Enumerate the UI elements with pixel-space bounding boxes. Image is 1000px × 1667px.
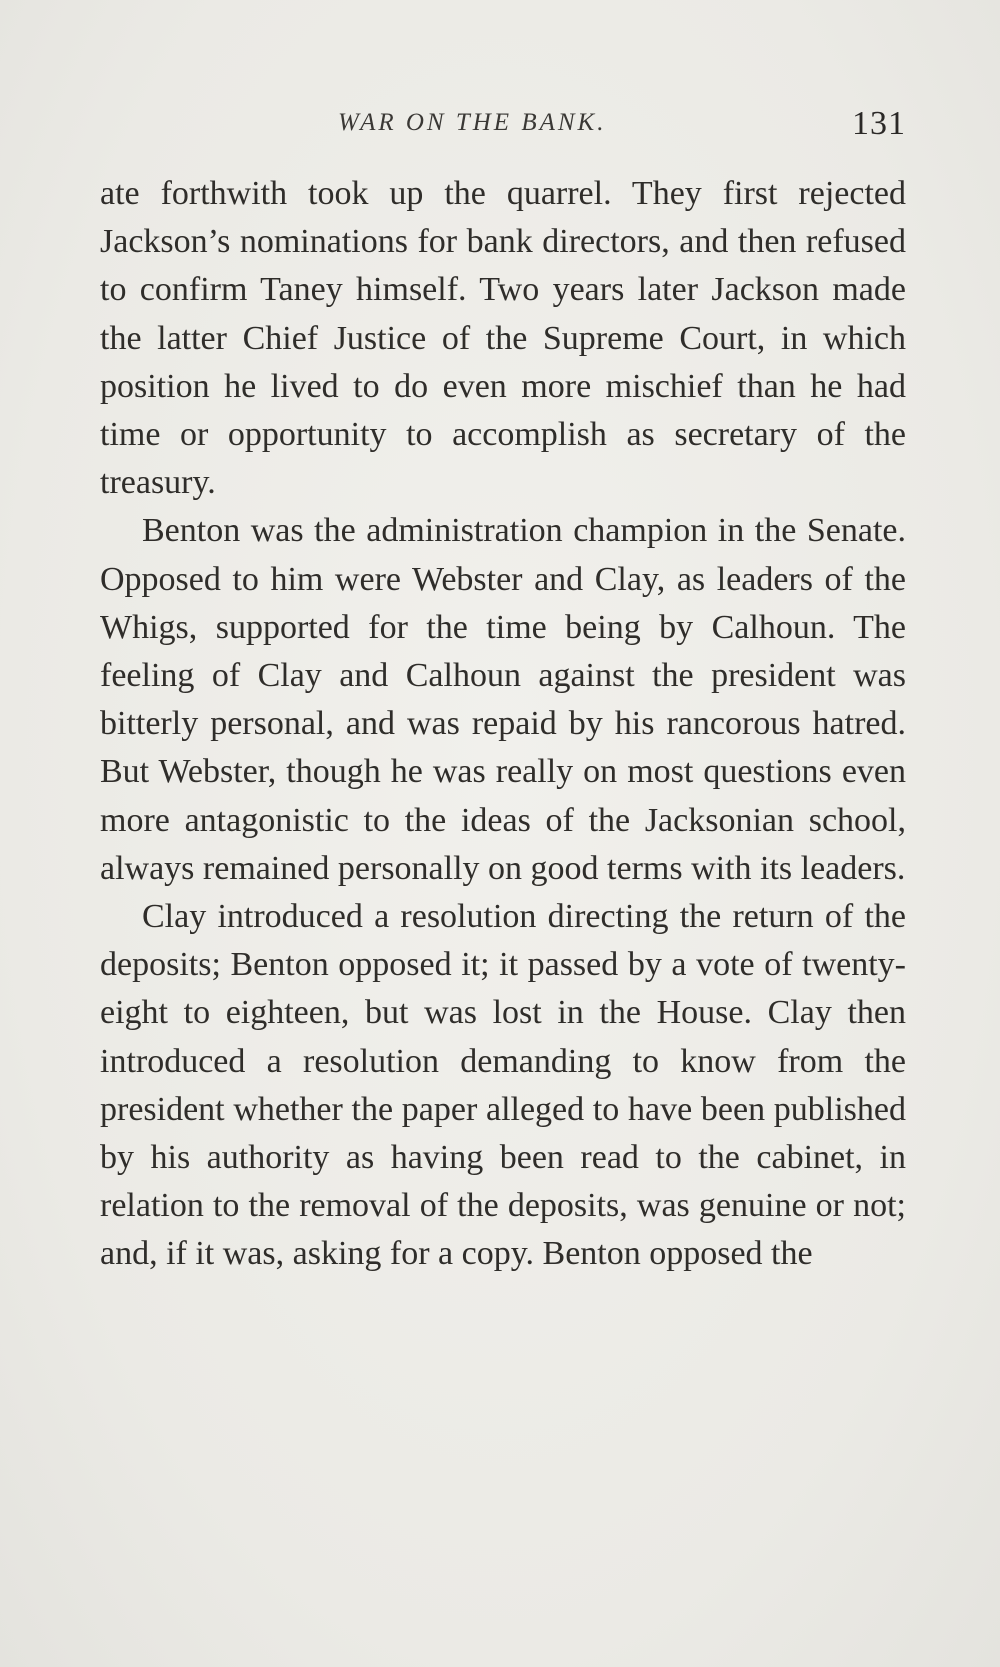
- running-head: [100, 105, 906, 151]
- paragraph-2: Benton was the administration champion in the Senate. Opposed to him were Webster and Clay, as leaders of the Whigs, supported for the time being by Calhoun. The feeling of Clay and Calhoun against the president was bitterly personal, and was repaid by his rancorous hatred. But Webster, though he was really on most questions even more antagonistic to the ideas of the Jacksonian school, always remained personally on good terms with its leaders.: [100, 512, 906, 887]
- running-title: WAR ON THE BANK.: [338, 109, 607, 136]
- paragraph-3: Clay introduced a resolution directing the return of the deposits; Benton opposed it; it passed by a vote of twenty-eight to eighteen, but was lost in the House. Clay then introduced a resolution demanding to know from the president whether the paper alleged to have been published by his authority as having been read to the cabinet, in relation to the removal of the deposits, was genuine or not; and, if it was, asking for a copy. Benton opposed the: [100, 898, 906, 1273]
- paragraph-1: ate forthwith took up the quarrel. They first rejected Jackson’s nominations for bank directors, and then refused to confirm Taney himself. Two years later Jackson made the latter Chief Justice of the Supreme Court, in which position he lived to do even more mischief than he had time or opportunity to accomplish as secretary of the treasury.: [100, 175, 906, 502]
- page-number: 131: [852, 105, 906, 142]
- body-text: [100, 170, 906, 1279]
